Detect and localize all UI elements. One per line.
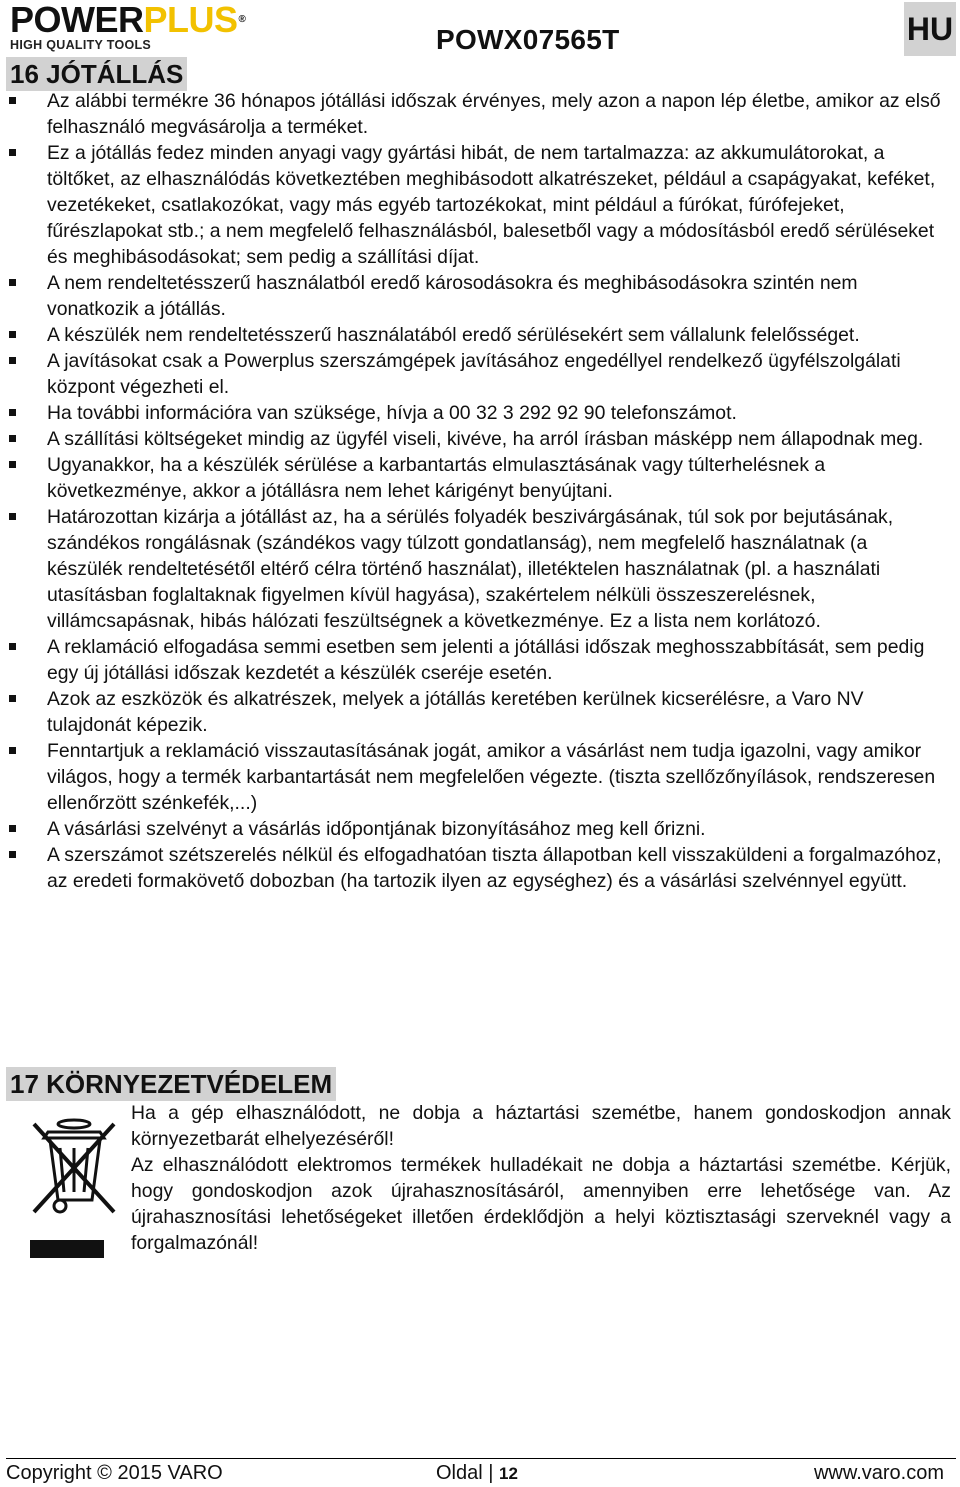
warranty-item-text: Határozottan kizárja a jótállást az, ha a sérülés folyadék beszivárgásának, túl sok por bejutásának, szándékos rongálásnak (szándékos vagy túlzott gondatlanság), nem megfelelő használatnak (a készülék rendeltetésétől eltérő célra történő használat), illetéktelen használatnak (pl. a használati utasításban foglaltaknak figyelmen kívül hagyása), szakértelem nélküli összeszerelésnek, villámcsapásnak, hibás hálózati feszültségnek a következménye. Ez a lista nem korlátozó.: [47, 506, 894, 632]
website-link[interactable]: www.varo.com: [813, 1462, 944, 1484]
warranty-item-text: Fenntartjuk a reklamáció visszautasításának jogát, amikor a vásárlást nem tudja igazolni, vagy amikor világos, hogy a termék karbantartását nem megfelelően végezte. (tiszta szellőzőnyílások, rendszeresen ellenőrzött szénkefék,...): [47, 740, 936, 814]
bullet-square-icon: [9, 357, 16, 364]
warranty-item-text: Az alábbi termékre 36 hónapos jótállási időszak érvényes, mely azon a napon lép életbe, amikor az első felhasználó megvásárolja a terméket.: [47, 90, 941, 138]
logo-power: POWER: [10, 0, 144, 40]
warranty-item: [0, 634, 960, 686]
page-number: 12: [499, 1464, 518, 1483]
environment-text: [131, 1100, 951, 1256]
warranty-item-text: A vásárlási szelvényt a vásárlás időpontjának bizonyításához meg kell őrizni.: [47, 818, 706, 840]
warranty-item-text: Azok az eszközök és alkatrészek, melyek a jótállás keretében kerülnek kicserélésre, a Varo NV tulajdonát képezik.: [47, 688, 864, 736]
warranty-item-text: A készülék nem rendeltetésszerű használatából eredő sérülésekért sem vállalunk felelősséget.: [47, 324, 860, 346]
bullet-square-icon: [9, 513, 16, 520]
warranty-item: [0, 88, 960, 140]
warranty-item: [0, 738, 960, 816]
bullet-square-icon: [9, 643, 16, 650]
environment-paragraph: Ha a gép elhasználódott, ne dobja a háztartási szemétbe, hanem gondoskodjon annak környezetbarát elhelyezéséről!: [131, 1102, 951, 1150]
bullet-square-icon: [9, 97, 16, 104]
environment-paragraph: Az elhasználódott elektromos termékek hulladékait ne dobja a háztartási szemétbe. Kérjük, hogy gondoskodjon azok újrahasznosításáról, amennyiben erre lehetősége van. Az újrahasznosítási lehetőségeket illetően érdeklődjön a helyi köztisztasági szerveknél vagy a forgalmazónál!: [131, 1154, 951, 1254]
warranty-list: [0, 88, 960, 894]
bullet-square-icon: [9, 409, 16, 416]
warranty-item: [0, 322, 960, 348]
page-label: Oldal |: [436, 1462, 494, 1484]
warranty-item-text: A reklamáció elfogadása semmi esetben sem jelenti a jótállási időszak meghosszabbítását, sem pedig egy új jótállási időszak kezdetét a készülék cseréje esetén.: [47, 636, 925, 684]
page-indicator: [436, 1460, 518, 1487]
bullet-square-icon: [9, 435, 16, 442]
logo-registered-mark: ®: [238, 14, 246, 25]
logo-wordmark: [10, 2, 245, 38]
warranty-item-text: Ugyanakkor, ha a készülék sérülése a karbantartás elmulasztásának vagy túlterhelésnek a következménye, akkor a jótállásra nem lehet kárigényt benyújtani.: [47, 454, 826, 502]
bullet-square-icon: [9, 279, 16, 286]
warranty-item: [0, 348, 960, 400]
section-16-title: 16 JÓTÁLLÁS: [6, 57, 187, 91]
warranty-item: [0, 140, 960, 270]
language-badge: HU: [904, 2, 956, 56]
bullet-square-icon: [9, 695, 16, 702]
powerplus-logo: [10, 2, 245, 52]
warranty-item-text: A szállítási költségeket mindig az ügyfél viseli, kivéve, ha arról írásban másképp nem állapodnak meg.: [47, 428, 924, 450]
crossed-out-wheelie-bin-icon: [30, 1112, 118, 1262]
bullet-square-icon: [9, 461, 16, 468]
logo-tagline: HIGH QUALITY TOOLS: [10, 38, 152, 52]
warranty-item-text: Ez a jótállás fedez minden anyagi vagy gyártási hibát, de nem tartalmazza: az akkumulátorokat, a töltőket, az elhasználódás következtében meghibásodott alkatrészeket, például a csapágyakat, keféket, vezetékeket, csatlakozókat, vagy más egyéb tartozékokat, mint például a fúrókat, fúrófejeket, fűrészlapokat stb.; a nem megfelelő felhasználásból, balesetből vagy a módosításból eredő sérüléseket és meghibásodásokat; sem pedig a szállítási díjat.: [47, 142, 936, 268]
footer-divider: [6, 1458, 956, 1459]
warranty-item: [0, 426, 960, 452]
warranty-item: [0, 686, 960, 738]
model-number: POWX07565T: [436, 24, 620, 55]
warranty-item-text: A javításokat csak a Powerplus szerszámgépek javításához engedéllyel rendelkező ügyfélszolgálati központ végezheti el.: [47, 350, 901, 398]
warranty-item: [0, 842, 960, 894]
warranty-item-text: Ha további információra van szüksége, hívja a 00 32 3 292 92 90 telefonszámot.: [47, 402, 737, 424]
section-17-title: 17 KÖRNYEZETVÉDELEM: [6, 1067, 336, 1101]
bullet-square-icon: [9, 747, 16, 754]
page-header: [0, 0, 960, 58]
bullet-square-icon: [9, 851, 16, 858]
logo-plus: PLUS: [143, 0, 238, 40]
bullet-square-icon: [9, 331, 16, 338]
warranty-item-text: A nem rendeltetésszerű használatból eredő károsodásokra és meghibásodásokra szintén nem vonatkozik a jótállás.: [47, 272, 858, 320]
warranty-item: [0, 270, 960, 322]
warranty-item: [0, 504, 960, 634]
bullet-square-icon: [9, 149, 16, 156]
copyright-text: Copyright © 2015 VARO: [6, 1462, 223, 1484]
warranty-item: [0, 816, 960, 842]
bullet-square-icon: [9, 825, 16, 832]
warranty-item: [0, 452, 960, 504]
warranty-item: [0, 400, 960, 426]
warranty-item-text: A szerszámot szétszerelés nélkül és elfogadhatóan tiszta állapotban kell visszaküldeni a forgalmazóhoz, az eredeti formakövető dobozban (ha tartozik ilyen az egységhez) és a vásárlási szelvénnyel együtt.: [47, 844, 942, 892]
